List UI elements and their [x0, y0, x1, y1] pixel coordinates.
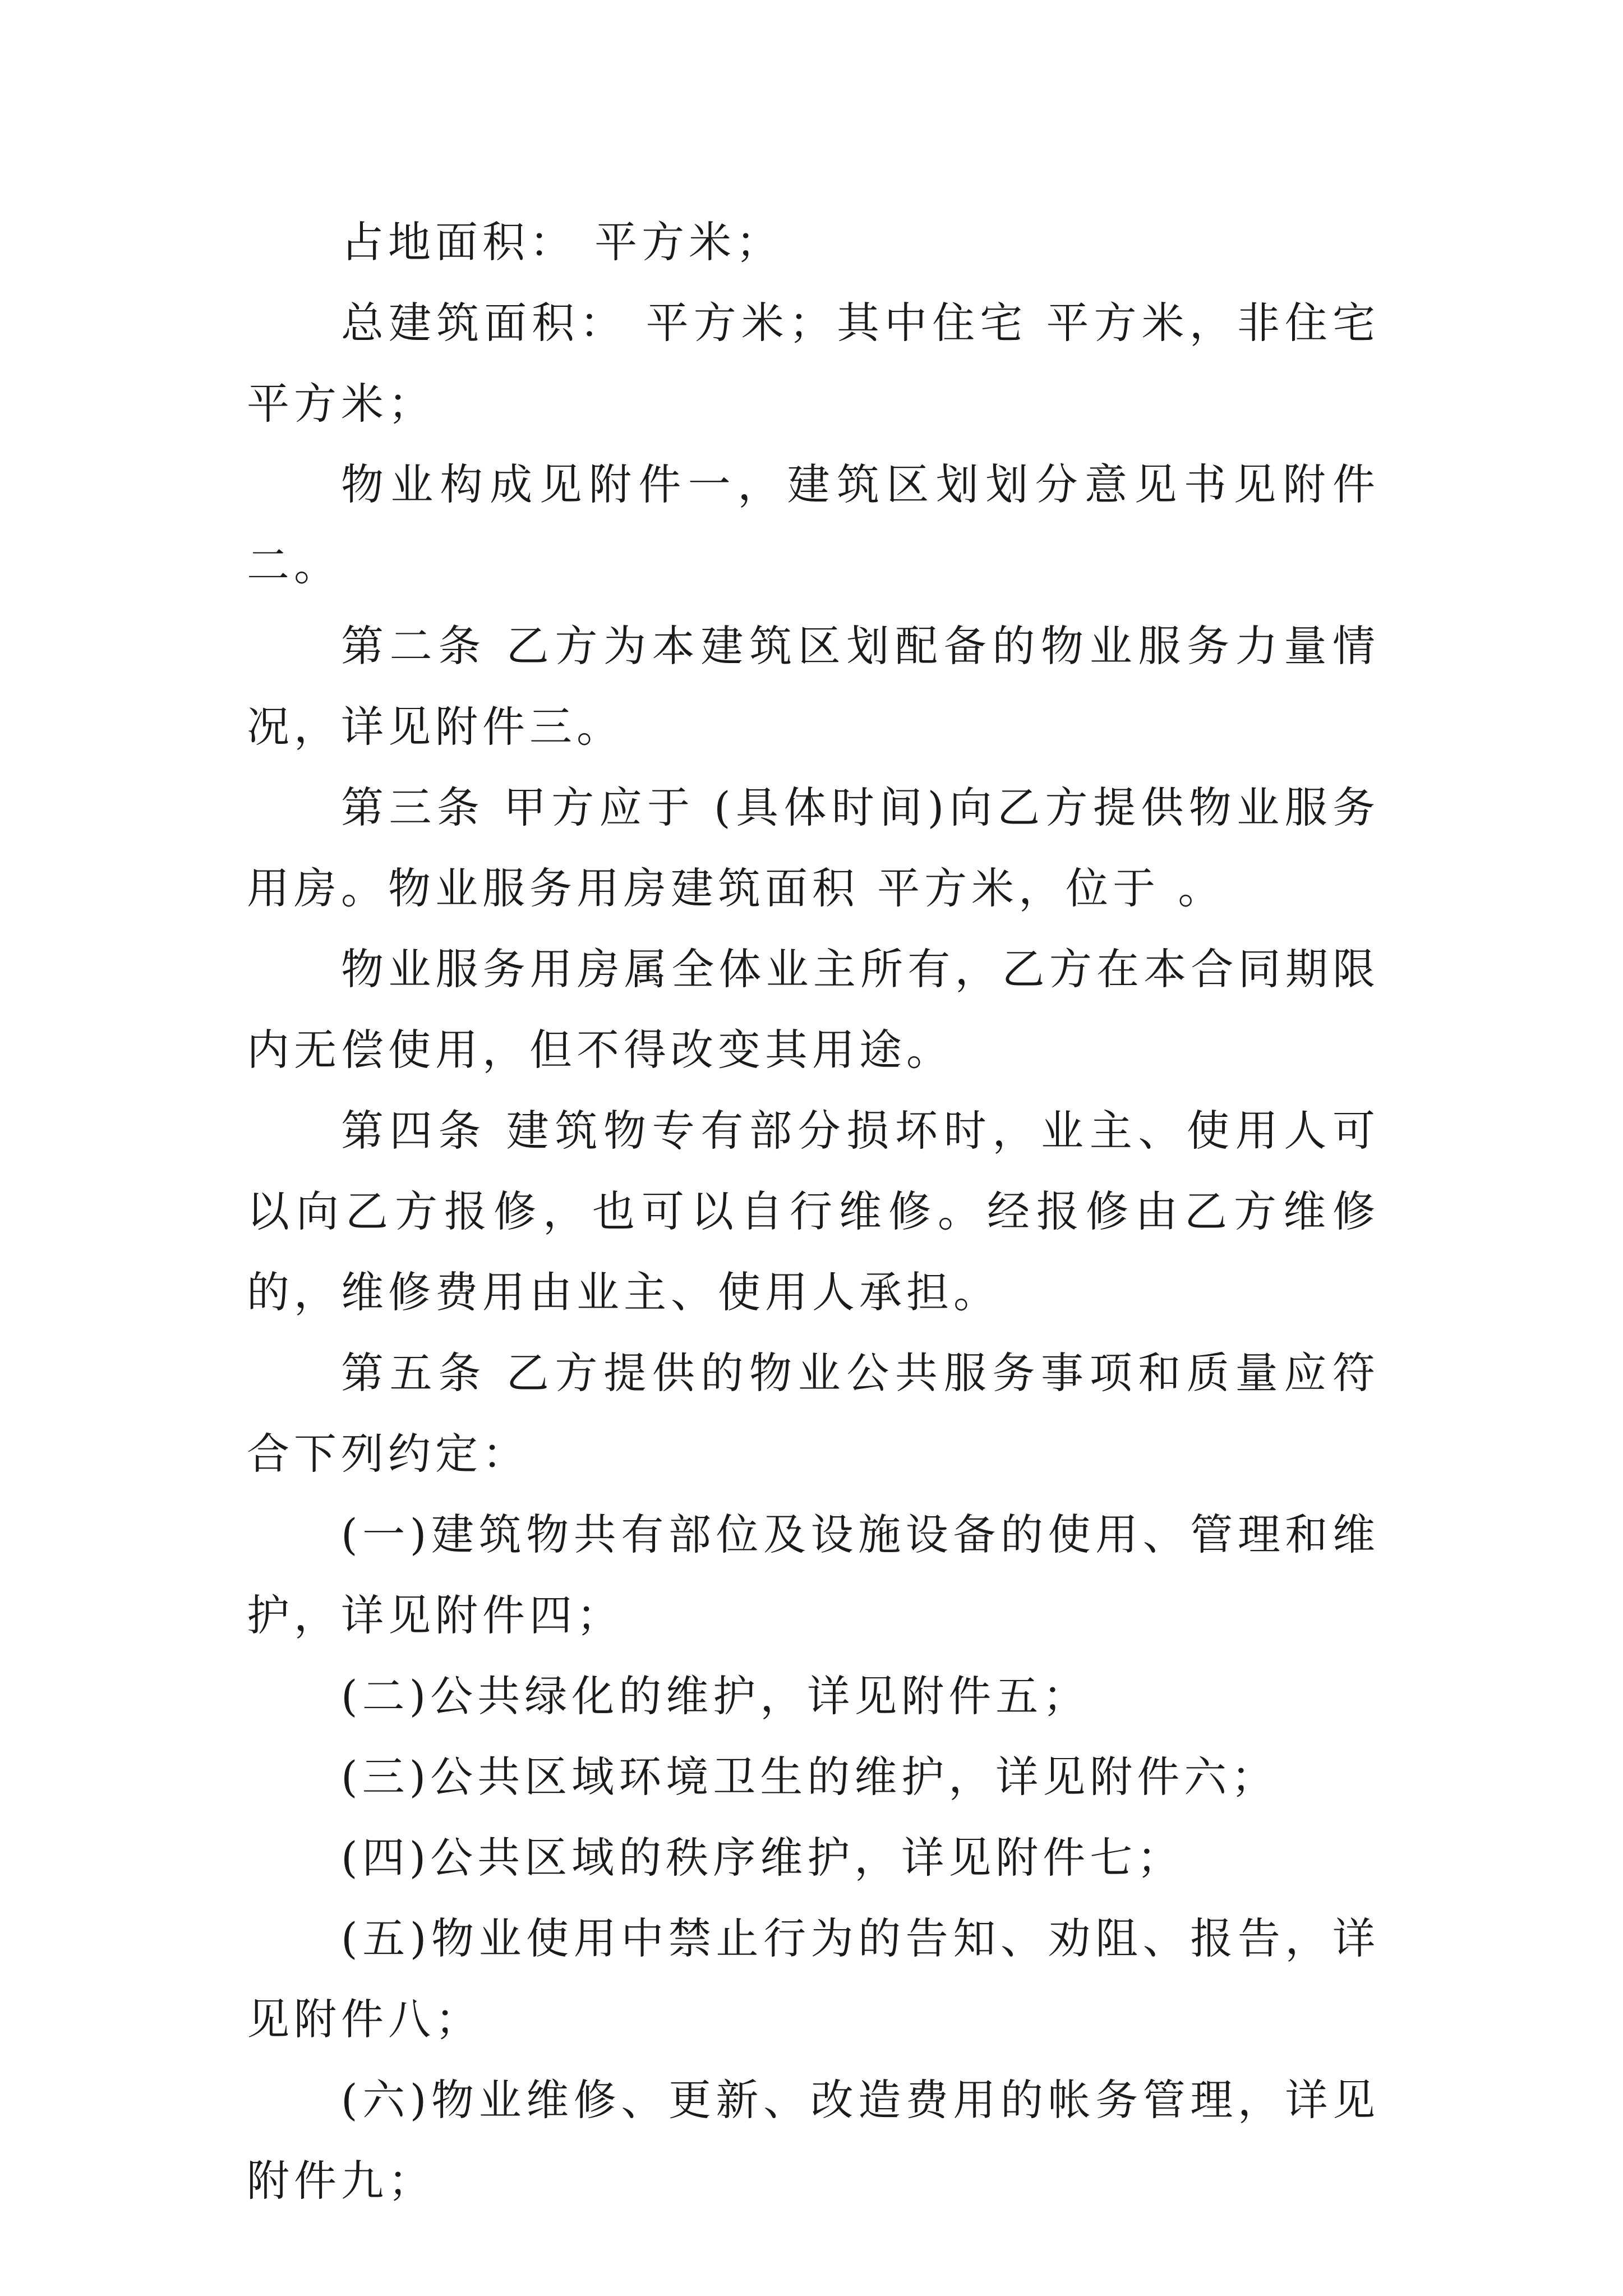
list-item-4: (四)公共区域的秩序维护，详见附件七； — [341, 1833, 1184, 1883]
paragraph-article-2: 第二条 乙方为本建筑区划配备的物业服务力量情况，详见附件三。 — [247, 621, 1380, 752]
paragraph-total-floor-area: 总建筑面积： 平方米；其中住宅 平方米，非住宅 平方米； — [247, 298, 1380, 429]
paragraph-land-area: 占地面积： 平方米； — [341, 217, 783, 267]
paragraph-article-3: 第三条 甲方应于 (具体时间)向乙方提供物业服务用房。物业服务用房建筑面积 平方米，位于 。 — [247, 783, 1380, 913]
list-item-3: (三)公共区域环境卫生的维护，详见附件六； — [341, 1752, 1279, 1802]
paragraph-property-composition: 物业构成见附件一，建筑区划划分意见书见附件二。 — [247, 459, 1380, 590]
list-item-6: (六)物业维修、更新、改造费用的帐务管理，详见附件九； — [247, 2075, 1380, 2206]
document-body — [247, 202, 1380, 2221]
list-item-2: (二)公共绿化的维护，详见附件五； — [341, 1671, 1090, 1721]
paragraph-service-room-ownership: 物业服务用房属全体业主所有，乙方在本合同期限内无偿使用，但不得改变其用途。 — [247, 944, 1380, 1075]
paragraph-article-4: 第四条 建筑物专有部分损坏时，业主、使用人可以向乙方报修，也可以自行维修。经报修由乙方维修的，维修费用由业主、使用人承担。 — [247, 1106, 1380, 1317]
list-item-1: (一)建筑物共有部位及设施设备的使用、管理和维护，详见附件四； — [247, 1510, 1380, 1640]
list-item-5: (五)物业使用中禁止行为的告知、劝阻、报告，详见附件八； — [247, 1913, 1380, 2044]
paragraph-article-5: 第五条 乙方提供的物业公共服务事项和质量应符合下列约定： — [247, 1348, 1380, 1479]
